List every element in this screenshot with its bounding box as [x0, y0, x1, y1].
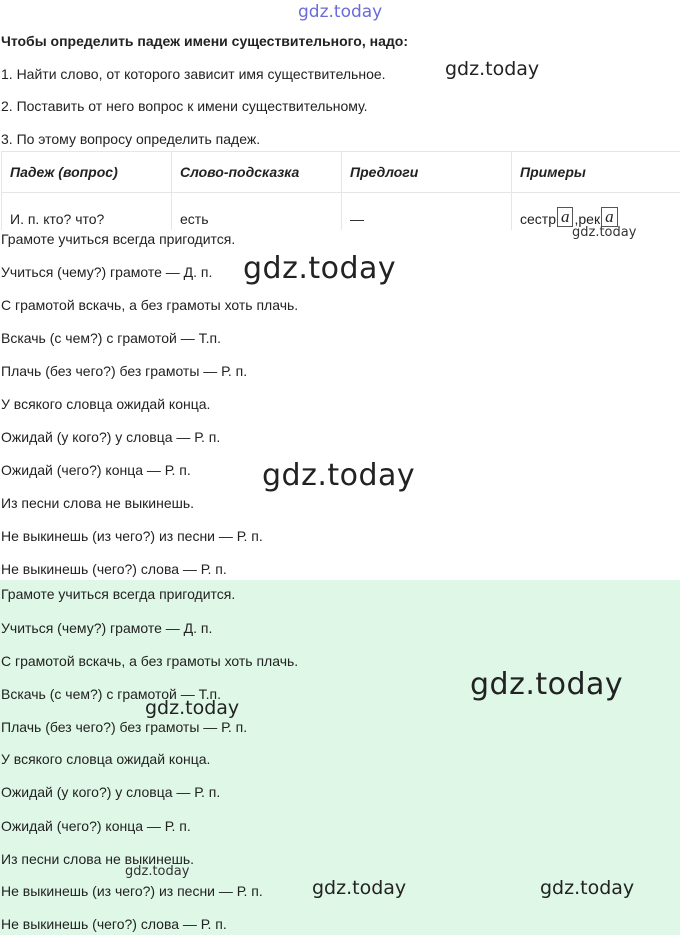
watermark-top: gdz.today [298, 2, 383, 22]
exercise-line-3: С грамотой вскачь, а без грамоты хоть плачь. [1, 297, 299, 313]
answer-line-10: Не выкинешь (из чего?) из песни — Р. п. [1, 883, 263, 899]
case-table [1, 151, 680, 230]
table-header-prepositions: Предлоги [342, 152, 512, 193]
answer-line-11: Не выкинешь (чего?) слова — Р. п. [1, 916, 227, 932]
watermark-answer-3: gdz.today [125, 864, 190, 879]
watermark-answer-4: gdz.today [312, 877, 407, 899]
example-2-ending: а [601, 207, 618, 227]
answer-line-9: Из песни слова не выкинешь. [1, 851, 195, 867]
example-separator: , [574, 211, 579, 227]
rule-step-2: 2. Поставить от него вопрос к имени существительному. [1, 98, 368, 114]
answer-line-3: С грамотой вскачь, а без грамоты хоть плачь. [1, 653, 299, 669]
exercise-line-5: Плачь (без чего?) без грамоты — Р. п. [1, 363, 248, 379]
watermark-exercise-2: gdz.today [262, 458, 416, 493]
exercise-line-9: Из песни слова не выкинешь. [1, 495, 195, 511]
table-cell-hint: есть [172, 193, 342, 231]
answer-line-4: Вскачь (с чем?) с грамотой — Т.п. [1, 686, 221, 702]
answer-line-6: У всякого словца ожидай конца. [1, 751, 211, 767]
exercise-line-2: Учиться (чему?) грамоте — Д. п. [1, 264, 213, 280]
watermark-answer-1: gdz.today [470, 667, 624, 702]
rule-step-1: 1. Найти слово, от которого зависит имя существительное. [1, 66, 386, 82]
exercise-line-6: У всякого словца ожидай конца. [1, 396, 211, 412]
watermark-answer-2: gdz.today [145, 697, 240, 719]
exercise-line-1: Грамоте учиться всегда пригодится. [1, 231, 236, 247]
watermark-exercise-1: gdz.today [243, 251, 397, 286]
exercise-line-10: Не выкинешь (из чего?) из песни — Р. п. [1, 528, 263, 544]
table-cell-prepositions: — [342, 193, 512, 231]
example-1-ending: а [557, 207, 574, 227]
watermark-rule: gdz.today [445, 58, 540, 80]
answer-line-1: Грамоте учиться всегда пригодится. [1, 586, 236, 602]
exercise-line-8: Ожидай (чего?) конца — Р. п. [1, 462, 191, 478]
table-cell-case: И. п. кто? что? [2, 193, 172, 231]
answer-line-7: Ожидай (у кого?) у словца — Р. п. [1, 784, 221, 800]
table-header-row [2, 152, 680, 193]
example-2-stem: рек [578, 211, 601, 227]
answer-line-2: Учиться (чему?) грамоте — Д. п. [1, 620, 213, 636]
watermark-answer-5: gdz.today [540, 877, 635, 899]
answer-line-8: Ожидай (чего?) конца — Р. п. [1, 818, 191, 834]
rule-step-3: 3. По этому вопросу определить падеж. [1, 131, 261, 147]
exercise-line-7: Ожидай (у кого?) у словца — Р. п. [1, 429, 221, 445]
rule-title: Чтобы определить падеж имени существительного, надо: [1, 33, 408, 49]
table-header-examples: Примеры [512, 152, 680, 193]
exercise-line-11: Не выкинешь (чего?) слова — Р. п. [1, 561, 227, 577]
exercise-line-4: Вскачь (с чем?) с грамотой — Т.п. [1, 330, 221, 346]
table-header-case: Падеж (вопрос) [2, 152, 172, 193]
answer-line-5: Плачь (без чего?) без грамоты — Р. п. [1, 719, 248, 735]
watermark-table: gdz.today [572, 225, 637, 240]
table-header-hint: Слово-подсказка [172, 152, 342, 193]
example-1-stem: сестр [520, 211, 556, 227]
